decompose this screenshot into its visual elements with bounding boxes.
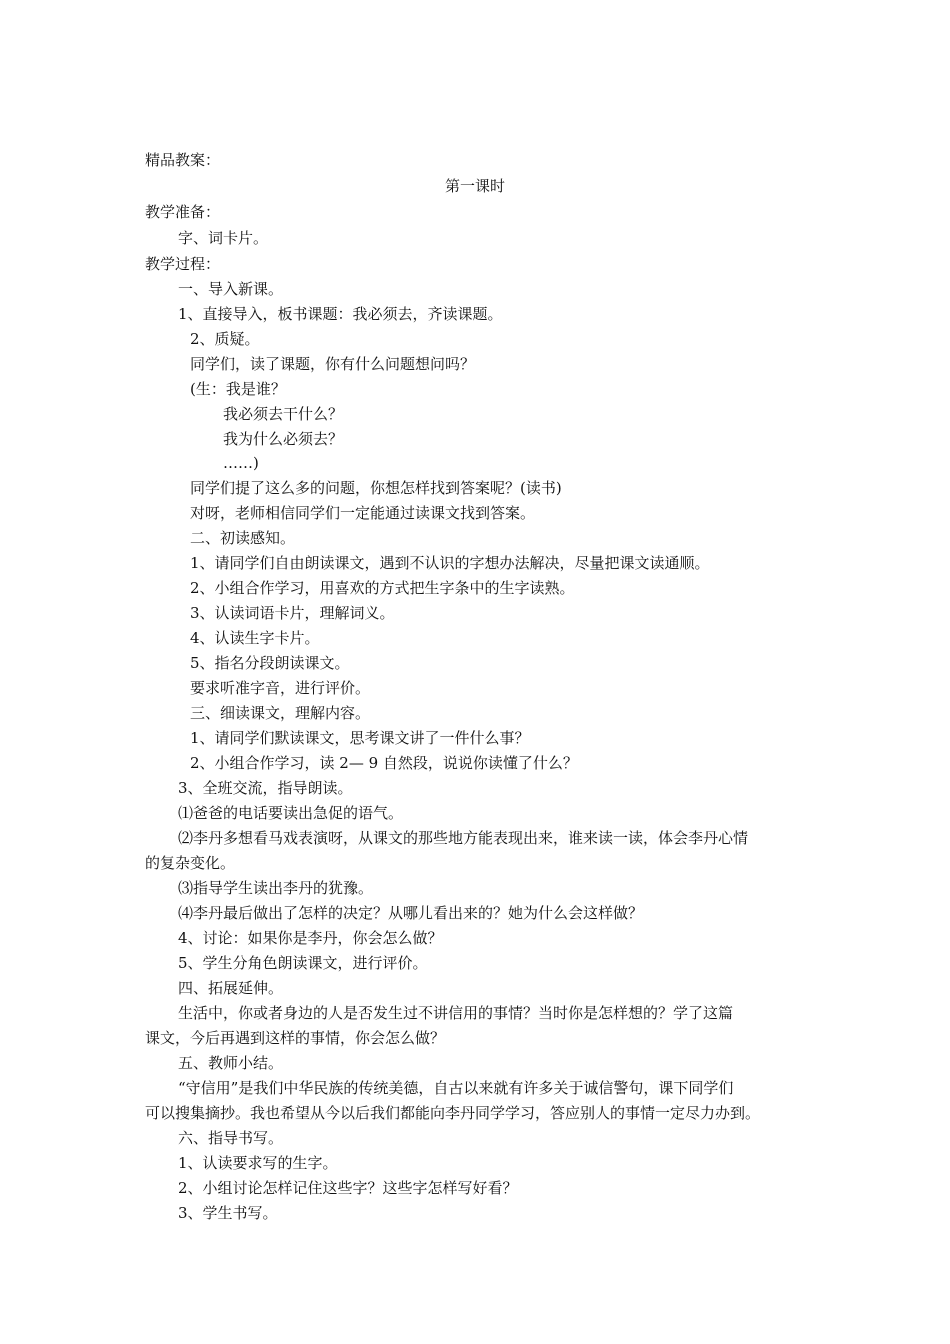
text-line: 二、初读感知。	[190, 529, 296, 547]
lesson-title: 第一课时	[444, 177, 505, 195]
text-line: 3、认读词语卡片，理解词义。	[190, 604, 395, 622]
text-line: 同学们提了这么多的问题，你想怎样找到答案呢？(读书)	[190, 479, 562, 497]
text-line: 3、全班交流，指导朗读。	[178, 779, 353, 797]
text-line: 5、指名分段朗读课文。	[190, 654, 350, 672]
text-line: 2、质疑。	[190, 330, 260, 348]
text-line: ⑵李丹多想看马戏表演呀，从课文的那些地方能表现出来，谁来读一读，体会李丹心情	[178, 829, 749, 847]
text-line: 1、直接导入，板书课题：我必须去，齐读课题。	[178, 305, 503, 323]
text-line: 1、请同学们自由朗读课文，遇到不认识的字想办法解决，尽量把课文读通顺。	[190, 554, 710, 572]
text-line: 2、小组合作学习，用喜欢的方式把生字条中的生字读熟。	[190, 579, 575, 597]
text-line: 六、指导书写。	[178, 1129, 284, 1147]
text-line: 4、讨论：如果你是李丹，你会怎么做？	[178, 929, 443, 947]
text-line: 3、学生书写。	[178, 1204, 278, 1222]
text-line: 4、认读生字卡片。	[190, 629, 320, 647]
text-line: 可以搜集摘抄。我也希望从今以后我们都能向李丹同学学习，答应别人的事情一定尽力办到。	[145, 1104, 761, 1122]
text-line: 5、学生分角色朗读课文，进行评价。	[178, 954, 428, 972]
process-heading: 教学过程：	[145, 255, 221, 273]
text-line: “守信用”是我们中华民族的传统美德，自古以来就有许多关于诚信警句，课下同学们	[178, 1079, 734, 1097]
text-line: 一、导入新课。	[178, 280, 284, 298]
text-line: 生活中，你或者身边的人是否发生过不讲信用的事情？当时你是怎样想的？学了这篇	[178, 1004, 734, 1022]
prep-heading: 教学准备：	[145, 203, 221, 221]
text-line: 我为什么必须去？	[223, 430, 344, 448]
doc-header: 精品教案：	[145, 151, 221, 169]
text-line: 同学们，读了课题，你有什么问题想问吗？	[190, 355, 476, 373]
text-line: 我必须去干什么？	[223, 405, 344, 423]
text-line: 2、小组讨论怎样记住这些字？这些字怎样写好看？	[178, 1179, 518, 1197]
text-line: 五、教师小结。	[178, 1054, 284, 1072]
text-line: 三、细读课文，理解内容。	[190, 704, 371, 722]
text-line: 2、小组合作学习，读 2— 9 自然段，说说你读懂了什么？	[190, 754, 578, 772]
text-line: (生：我是谁？	[190, 380, 286, 398]
text-line: 课文，今后再遇到这样的事情，你会怎么做？	[145, 1029, 446, 1047]
text-line: ⑴爸爸的电话要读出急促的语气。	[178, 804, 404, 822]
text-line: ⑶指导学生读出李丹的犹豫。	[178, 879, 374, 897]
text-line: 1、认读要求写的生字。	[178, 1154, 338, 1172]
text-line: 的复杂变化。	[145, 854, 236, 872]
text-line: ……)	[223, 454, 259, 472]
text-line: 要求听准字音，进行评价。	[190, 679, 371, 697]
text-line: 对呀，老师相信同学们一定能通过读课文找到答案。	[190, 504, 536, 522]
text-line: 1、请同学们默读课文，思考课文讲了一件什么事？	[190, 729, 530, 747]
text-line: ⑷李丹最后做出了怎样的决定？从哪儿看出来的？她为什么会这样做？	[178, 904, 644, 922]
prep-item: 字、词卡片。	[178, 229, 269, 247]
text-line: 四、拓展延伸。	[178, 979, 284, 997]
